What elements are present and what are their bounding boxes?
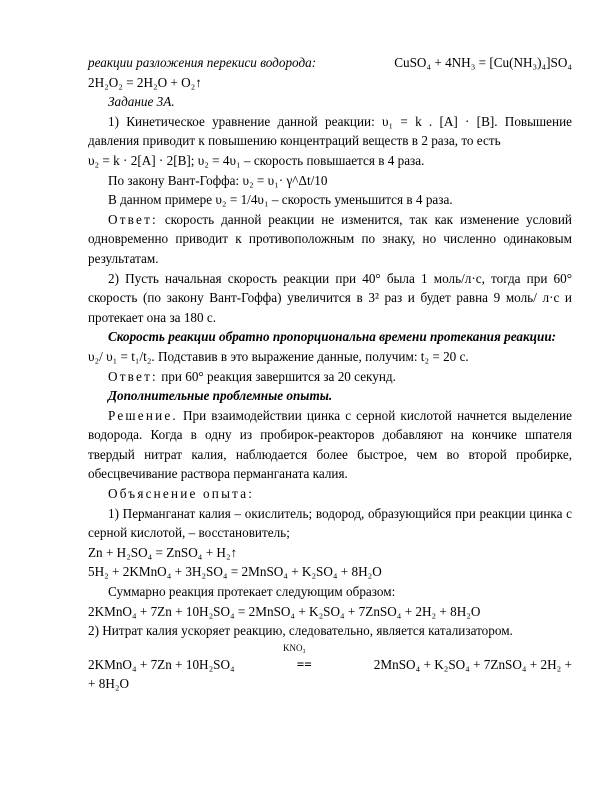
equals-arrow-icon: == — [296, 656, 312, 672]
rate-increase-line: υ₂ = k · 2[A] · 2[B]; υ₂ = 4υ₁ – скорость повышается в 4 раза. — [88, 152, 425, 168]
answer-one-text: скорость данной реакции не изменится, так как изменение условий одновременно приводит к противоположным по знаку, но численно одинаковым результатам. — [88, 211, 572, 266]
vant-hoff-law-line: По закону Вант-Гоффа: υ₂ = υ₁· γ^Δt/10 — [108, 172, 328, 188]
answer-one-label: Ответ: — [108, 211, 158, 227]
answer-one — [88, 210, 572, 269]
rate-ratio-line: υ₂/ υ₁ = t₁/t₂. Подставив в это выражение данные, получим: t₂ = 20 с. — [88, 348, 469, 364]
document-body — [88, 53, 572, 694]
catalyst-label: KNO₃ — [283, 642, 306, 653]
task-heading: Задание 3А. — [108, 94, 175, 110]
peroxide-equation: 2H₂O₂ = 2H₂O + O₂↑ — [88, 74, 202, 90]
catalyzed-equation-tail: + 8H₂O — [88, 676, 129, 692]
answer-two — [88, 367, 572, 387]
catalyzed-equation-right: 2MnSO₄ + K₂SO₄ + 7ZnSO₄ + 2H₂ + — [373, 656, 572, 672]
paragraph-initial-rate: 2) Пусть начальная скорость реакции при 40° была 1 моль/л·с, тогда при 60° скорость (по закону Вант-Гоффа) увеличится в 3² раз и будет равна 9 моль/ л·с и протекает она за 180 с. — [88, 270, 572, 325]
permanganate-oxidizer-line: 1) Перманганат калия – окислитель; водород, образующийся при реакции цинка с серной кислотой, – восстановитель; — [88, 505, 572, 541]
solution-paragraph — [88, 406, 572, 484]
catalyzed-equation-left: 2KMnO₄ + 7Zn + 10H₂SO₄ — [88, 656, 235, 672]
paragraph-kinetic-equation: 1) Кинетическое уравнение данной реакции: υ₁ = k . [A] · [B]. Повышение давления приводит к повышению концентраций веществ в 2 раза, то есть — [88, 113, 572, 149]
catalyst-line: 2) Нитрат калия ускоряет реакцию, следовательно, является катализатором. — [88, 623, 513, 639]
line-reaction-intro — [88, 53, 572, 73]
solution-label: Решение. — [108, 407, 178, 423]
solution-text: При взаимодействии цинка с серной кислотой начнется выделение водорода. Когда в одну из пробирок-реакторов добавляют на кончике шпателя твердый нитрат калия, наблюдается более быстрое, чем во второй пробирке, обесцвечивание раствора перманганата калия. — [88, 407, 573, 482]
catalyzed-equation — [88, 655, 572, 675]
answer-two-text: при 60° реакция завершится за 20 секунд. — [161, 368, 396, 384]
summary-reaction-equation: 2KMnO₄ + 7Zn + 10H₂SO₄ = 2MnSO₄ + K₂SO₄ + 7ZnSO₄ + 2H₂ + 8H₂O — [88, 603, 481, 619]
rate-inverse-heading: Скорость реакции обратно пропорциональна времени протекания реакции: — [108, 329, 557, 345]
zinc-acid-equation: Zn + H₂SO₄ = ZnSO₄ + H₂↑ — [88, 544, 238, 560]
rate-decrease-line: В данном примере υ₂ = 1/4υ₁ – скорость уменьшится в 4 раза. — [108, 192, 453, 208]
additional-experiments-heading: Дополнительные проблемные опыты. — [108, 388, 333, 404]
explanation-heading: Объяснение опыта: — [108, 486, 255, 502]
hydrogen-permanganate-equation: 5H₂ + 2KMnO₄ + 3H₂SO₄ = 2MnSO₄ + K₂SO₄ + 8H₂O — [88, 564, 382, 580]
reaction-intro-text: реакции разложения перекиси водорода: — [88, 55, 317, 70]
copper-ammonia-equation: CuSO₄ + 4NH₃ = [Cu(NH₃)₄]SO₄ — [394, 55, 572, 70]
answer-two-label: Ответ: — [108, 368, 158, 384]
summary-reaction-line: Суммарно реакция протекает следующим образом: — [108, 584, 396, 600]
